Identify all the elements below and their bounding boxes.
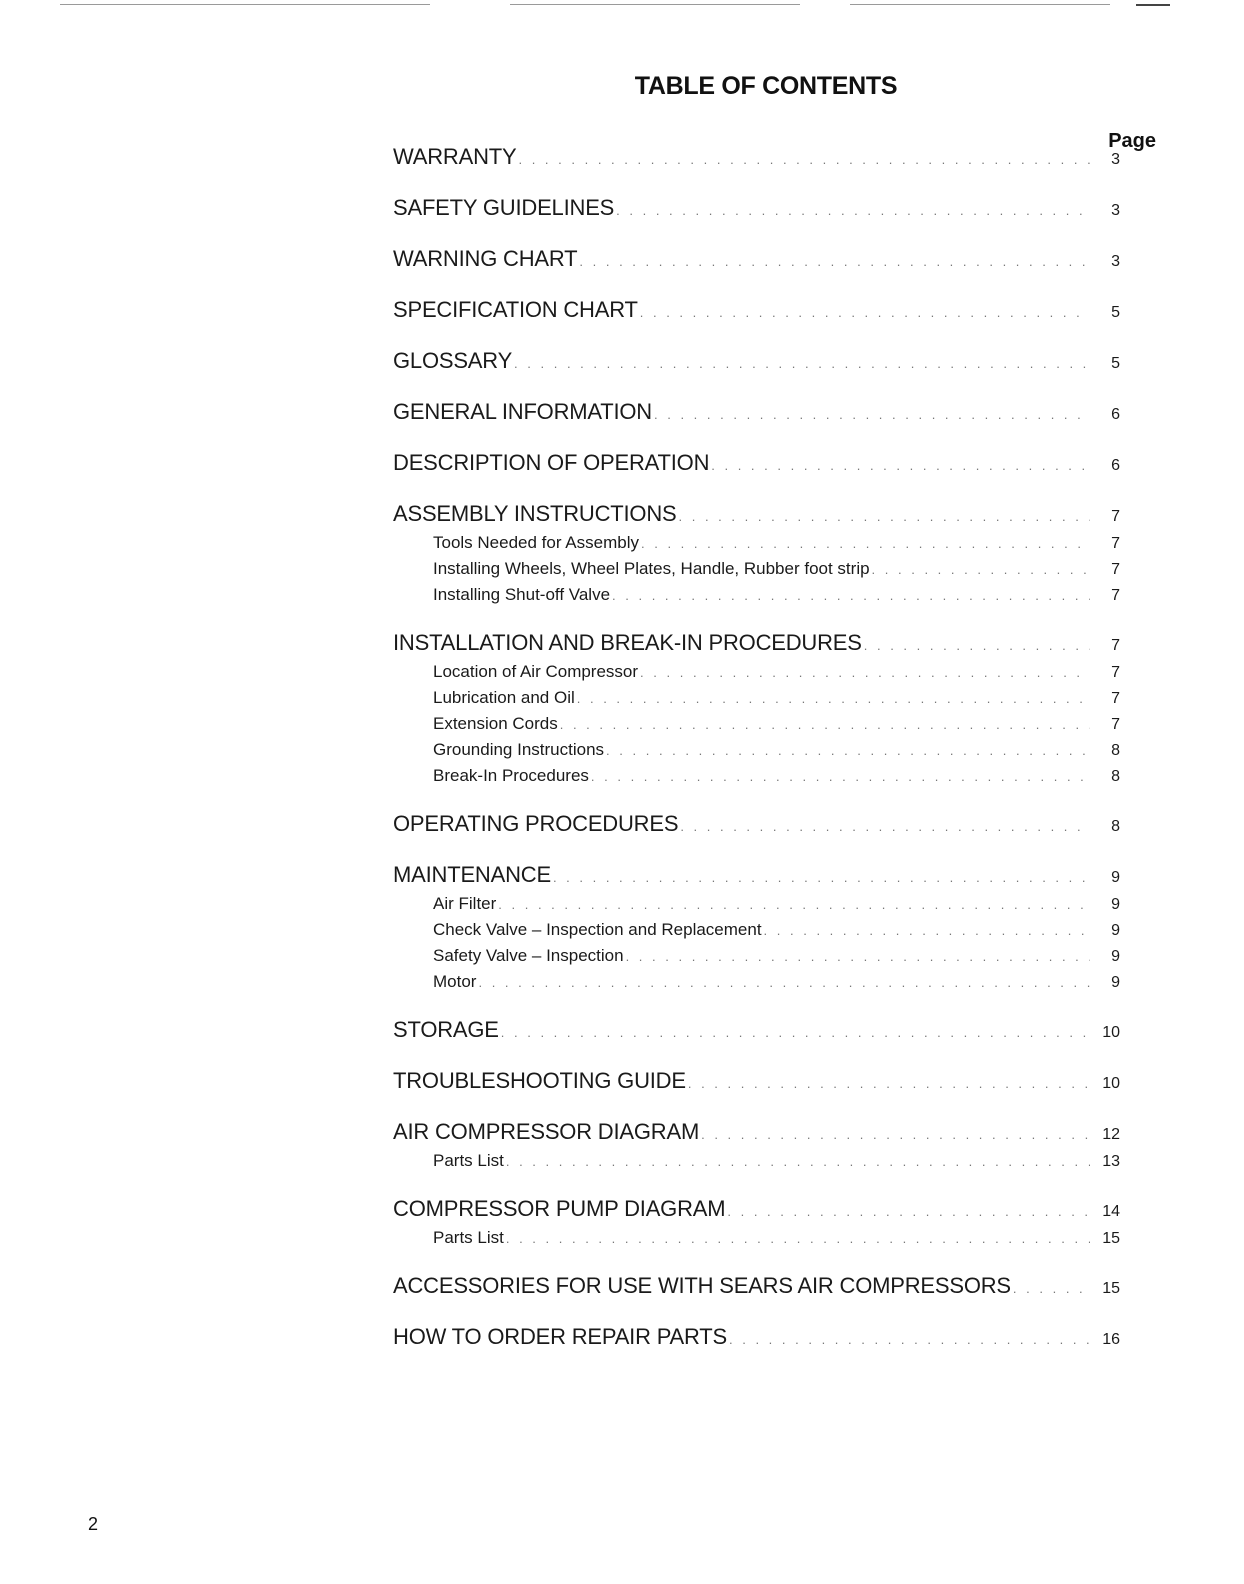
scan-edge-line bbox=[850, 4, 1110, 5]
toc-subentry-page: 7 bbox=[1111, 561, 1120, 578]
toc-entry-page: 3 bbox=[1111, 202, 1120, 219]
toc-entry-page: 5 bbox=[1111, 304, 1120, 321]
dot-leader bbox=[654, 407, 1090, 422]
toc-entry[interactable] bbox=[393, 1068, 1120, 1100]
toc-entry-title: SPECIFICATION CHART bbox=[393, 297, 638, 322]
toc-entry-page: 7 bbox=[1111, 508, 1120, 525]
toc-subentry-title: Motor bbox=[433, 972, 477, 991]
toc-entry[interactable] bbox=[393, 450, 1120, 482]
toc-entry-title: COMPRESSOR PUMP DIAGRAM bbox=[393, 1196, 726, 1221]
dot-leader bbox=[498, 897, 1090, 912]
toc-subentry[interactable] bbox=[393, 1151, 1120, 1177]
toc-entry-title: GLOSSARY bbox=[393, 348, 513, 373]
toc-subentry-title: Grounding Instructions bbox=[433, 740, 605, 759]
toc-entry-page: 8 bbox=[1111, 818, 1120, 835]
toc-subentry[interactable] bbox=[393, 766, 1120, 792]
toc-subentry[interactable] bbox=[393, 688, 1120, 714]
dot-leader bbox=[478, 975, 1090, 990]
toc-section bbox=[393, 501, 1120, 611]
scan-edge-line bbox=[1136, 4, 1170, 6]
toc-entry[interactable] bbox=[393, 1017, 1120, 1049]
dot-leader bbox=[729, 1332, 1090, 1347]
toc-entry-page: 6 bbox=[1111, 406, 1120, 423]
toc-section bbox=[393, 297, 1120, 329]
toc-subentry-page: 8 bbox=[1111, 742, 1120, 759]
toc-subentry-title: Extension Cords bbox=[433, 714, 558, 733]
toc-entry-title: SAFETY GUIDELINES bbox=[393, 195, 615, 220]
toc-subentry-title: Check Valve – Inspection and Replacement bbox=[433, 920, 762, 939]
toc-entry[interactable] bbox=[393, 348, 1120, 380]
toc-entry-page: 5 bbox=[1111, 355, 1120, 372]
dot-leader bbox=[606, 743, 1090, 758]
toc-subentry-title: Tools Needed for Assembly bbox=[433, 533, 639, 552]
toc-entry[interactable] bbox=[393, 1196, 1120, 1228]
toc-subentry-page: 7 bbox=[1111, 587, 1120, 604]
dot-leader bbox=[640, 665, 1090, 680]
toc-entry-title: AIR COMPRESSOR DIAGRAM bbox=[393, 1119, 700, 1144]
dot-leader bbox=[506, 1231, 1090, 1246]
dot-leader bbox=[612, 588, 1090, 603]
toc-entry[interactable] bbox=[393, 195, 1120, 227]
toc-subentry-page: 15 bbox=[1102, 1230, 1120, 1247]
toc-entry-title: INSTALLATION AND BREAK-IN PROCEDURES bbox=[393, 630, 862, 655]
toc-entry-page: 15 bbox=[1102, 1280, 1120, 1297]
toc-subentry[interactable] bbox=[393, 662, 1120, 688]
toc-entry[interactable] bbox=[393, 630, 1120, 662]
toc-subentry[interactable] bbox=[393, 972, 1120, 998]
toc-subentry[interactable] bbox=[393, 559, 1120, 585]
toc-subentry-title: Location of Air Compressor bbox=[433, 662, 639, 681]
toc-subentry-page: 7 bbox=[1111, 716, 1120, 733]
toc-subentry[interactable] bbox=[393, 714, 1120, 740]
toc-entry-title: MAINTENANCE bbox=[393, 862, 551, 887]
toc-entry-title: DESCRIPTION OF OPERATION bbox=[393, 450, 710, 475]
toc-entry-title: OPERATING PROCEDURES bbox=[393, 811, 679, 836]
toc-subentry-page: 8 bbox=[1111, 768, 1120, 785]
toc-subentry-title: Safety Valve – Inspection bbox=[433, 946, 624, 965]
dot-leader bbox=[764, 923, 1090, 938]
page-title: TABLE OF CONTENTS bbox=[634, 72, 898, 100]
dot-leader bbox=[518, 152, 1090, 167]
toc-entry-page: 9 bbox=[1111, 869, 1120, 886]
dot-leader bbox=[514, 356, 1090, 371]
toc-subentry-page: 9 bbox=[1111, 974, 1120, 991]
toc-section bbox=[393, 811, 1120, 843]
toc-subentry[interactable] bbox=[393, 1228, 1120, 1254]
dot-leader bbox=[864, 638, 1090, 653]
scan-edge-line bbox=[510, 4, 800, 5]
toc-subentry-title: Installing Shut-off Valve bbox=[433, 585, 611, 604]
dot-leader bbox=[640, 305, 1090, 320]
toc-subentry-page: 9 bbox=[1111, 896, 1120, 913]
toc-subentry-page: 7 bbox=[1111, 535, 1120, 552]
toc-entry-title: WARNING CHART bbox=[393, 246, 578, 271]
toc-subentry[interactable] bbox=[393, 533, 1120, 559]
toc-section bbox=[393, 399, 1120, 431]
dot-leader bbox=[688, 1076, 1090, 1091]
toc-entry[interactable] bbox=[393, 297, 1120, 329]
toc-entry[interactable] bbox=[393, 1273, 1120, 1305]
toc-entry-title: HOW TO ORDER REPAIR PARTS bbox=[393, 1324, 728, 1349]
toc-entry-page: 6 bbox=[1111, 457, 1120, 474]
toc-subentry-title: Air Filter bbox=[433, 894, 497, 913]
toc-subentry-page: 7 bbox=[1111, 690, 1120, 707]
toc-section bbox=[393, 630, 1120, 792]
toc-entry[interactable] bbox=[393, 246, 1120, 278]
toc-subentry[interactable] bbox=[393, 920, 1120, 946]
toc-entry-page: 7 bbox=[1111, 637, 1120, 654]
dot-leader bbox=[616, 203, 1090, 218]
dot-leader bbox=[641, 536, 1090, 551]
toc-entry-page: 12 bbox=[1102, 1126, 1120, 1143]
toc-subentry-title: Parts List bbox=[433, 1151, 504, 1170]
dot-leader bbox=[1013, 1281, 1090, 1296]
dot-leader bbox=[711, 458, 1090, 473]
toc-entry-page: 3 bbox=[1111, 253, 1120, 270]
dot-leader bbox=[626, 949, 1090, 964]
toc-subentry-title: Parts List bbox=[433, 1228, 504, 1247]
toc-entry-page: 10 bbox=[1102, 1075, 1120, 1092]
toc-entry-page: 14 bbox=[1102, 1203, 1120, 1220]
toc-entry[interactable] bbox=[393, 399, 1120, 431]
toc-entry-title: GENERAL INFORMATION bbox=[393, 399, 652, 424]
toc-section bbox=[393, 195, 1120, 227]
toc-entry-title: STORAGE bbox=[393, 1017, 499, 1042]
dot-leader bbox=[872, 562, 1090, 577]
dot-leader bbox=[579, 254, 1090, 269]
toc-section bbox=[393, 1273, 1120, 1305]
toc-section bbox=[393, 1017, 1120, 1049]
toc-section bbox=[393, 1068, 1120, 1100]
toc-section bbox=[393, 246, 1120, 278]
dot-leader bbox=[501, 1025, 1090, 1040]
toc-section bbox=[393, 450, 1120, 482]
toc-subentry[interactable] bbox=[393, 946, 1120, 972]
page-column-header: Page bbox=[1108, 130, 1156, 152]
toc-entry-title: ASSEMBLY INSTRUCTIONS bbox=[393, 501, 677, 526]
page-number: 2 bbox=[88, 1514, 99, 1534]
scan-edge-line bbox=[60, 4, 430, 5]
toc-section bbox=[393, 1119, 1120, 1177]
toc-entry[interactable] bbox=[393, 501, 1120, 533]
toc-section bbox=[393, 144, 1120, 176]
toc-subentry-page: 13 bbox=[1102, 1153, 1120, 1170]
toc-subentry-page: 9 bbox=[1111, 922, 1120, 939]
toc-entry[interactable] bbox=[393, 862, 1120, 894]
dot-leader bbox=[506, 1154, 1090, 1169]
toc-section bbox=[393, 348, 1120, 380]
dot-leader bbox=[577, 691, 1090, 706]
table-of-contents bbox=[393, 144, 1120, 1375]
toc-subentry-title: Lubrication and Oil bbox=[433, 688, 575, 707]
toc-entry-page: 10 bbox=[1102, 1024, 1120, 1041]
toc-entry-title: TROUBLESHOOTING GUIDE bbox=[393, 1068, 686, 1093]
dot-leader bbox=[679, 509, 1091, 524]
toc-subentry-page: 7 bbox=[1111, 664, 1120, 681]
toc-subentry[interactable] bbox=[393, 740, 1120, 766]
toc-subentry-title: Break-In Procedures bbox=[433, 766, 589, 785]
toc-entry-page: 16 bbox=[1102, 1331, 1120, 1348]
toc-subentry[interactable] bbox=[393, 585, 1120, 611]
dot-leader bbox=[591, 769, 1090, 784]
toc-section bbox=[393, 1196, 1120, 1254]
toc-entry-title: ACCESSORIES FOR USE WITH SEARS AIR COMPRESSORS bbox=[393, 1273, 1011, 1298]
dot-leader bbox=[560, 717, 1090, 732]
toc-section bbox=[393, 1324, 1120, 1356]
toc-entry[interactable] bbox=[393, 144, 1120, 176]
dot-leader bbox=[727, 1204, 1090, 1219]
toc-subentry[interactable] bbox=[393, 894, 1120, 920]
toc-entry[interactable] bbox=[393, 811, 1120, 843]
dot-leader bbox=[680, 819, 1090, 834]
dot-leader bbox=[553, 870, 1090, 885]
toc-entry[interactable] bbox=[393, 1119, 1120, 1151]
toc-entry[interactable] bbox=[393, 1324, 1120, 1356]
toc-entry-page: 3 bbox=[1111, 151, 1120, 168]
toc-subentry-page: 9 bbox=[1111, 948, 1120, 965]
dot-leader bbox=[701, 1127, 1090, 1142]
toc-entry-title: WARRANTY bbox=[393, 144, 517, 169]
toc-subentry-title: Installing Wheels, Wheel Plates, Handle, Rubber foot strip bbox=[433, 559, 870, 578]
toc-section bbox=[393, 862, 1120, 998]
